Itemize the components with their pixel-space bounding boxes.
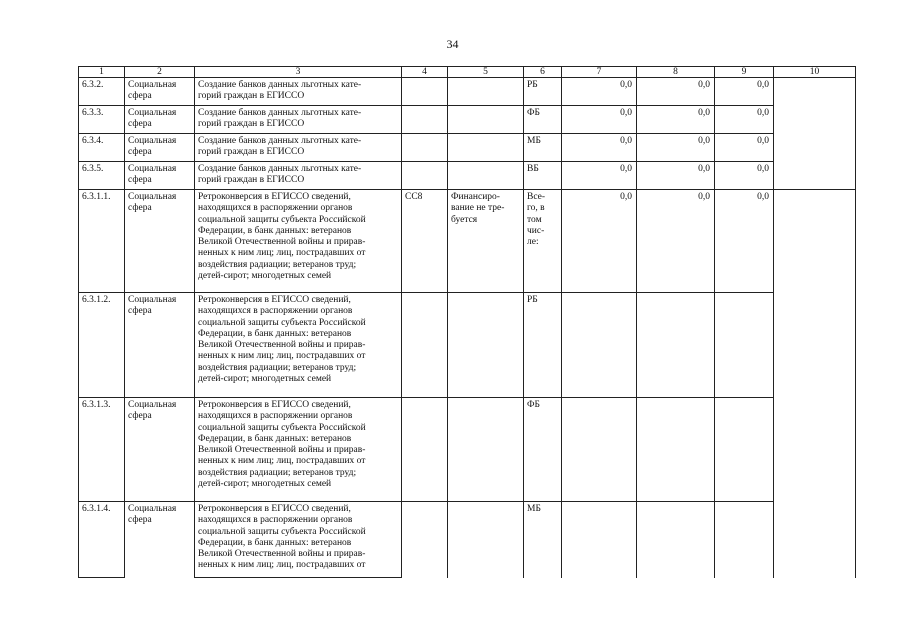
row-number: 6.3.1.3. <box>79 398 125 502</box>
code-cell <box>402 398 448 502</box>
header-row <box>79 67 856 78</box>
description-cell: Ретроконверсия в ЕГИССО сведений, находящихся в распоряжении органов социальной защиты субъекта Российской Федерации, в банк данных: ветеранов Великой Отечественной войны и прирав- ненных к ним лиц; лиц, пострадавших от воздействия радиации; ветеранов труд; детей-сирот; многодетных семей <box>195 293 402 398</box>
value-col-8: 0,0 <box>637 190 715 293</box>
table-row <box>79 78 856 106</box>
financing-cell <box>448 134 524 162</box>
header-col-9: 9 <box>715 67 774 78</box>
header-col-8: 8 <box>637 67 715 78</box>
row-number: 6.3.3. <box>79 106 125 134</box>
table-row <box>79 502 856 578</box>
header-col-5: 5 <box>448 67 524 78</box>
code-cell <box>402 293 448 398</box>
financing-cell: Финансиро- вание не тре- буется <box>448 190 524 293</box>
table-row <box>79 106 856 134</box>
financing-cell <box>448 78 524 106</box>
code-cell: СС8 <box>402 190 448 293</box>
description-cell: Создание банков данных льготных кате- горий граждан в ЕГИССО <box>195 162 402 190</box>
financing-cell <box>448 293 524 398</box>
col-10-cell <box>774 190 856 578</box>
code-cell <box>402 106 448 134</box>
value-col-9: 0,0 <box>715 162 774 190</box>
description-cell: Создание банков данных льготных кате- горий граждан в ЕГИССО <box>195 106 402 134</box>
value-col-7: 0,0 <box>562 190 637 293</box>
budget-source-cell: РБ <box>524 78 562 106</box>
code-cell <box>402 134 448 162</box>
budget-source-cell: ВБ <box>524 162 562 190</box>
value-col-7 <box>562 398 637 502</box>
financing-cell <box>448 162 524 190</box>
value-col-9: 0,0 <box>715 106 774 134</box>
value-col-7: 0,0 <box>562 134 637 162</box>
value-col-8: 0,0 <box>637 134 715 162</box>
sector-cell: Социальная сфера <box>125 190 195 293</box>
value-col-9 <box>715 293 774 398</box>
document-table <box>78 66 856 578</box>
value-col-8 <box>637 293 715 398</box>
financing-cell <box>448 398 524 502</box>
budget-source-cell: МБ <box>524 502 562 578</box>
header-col-10: 10 <box>774 67 856 78</box>
sector-cell: Социальная сфера <box>125 134 195 162</box>
value-col-9: 0,0 <box>715 134 774 162</box>
header-col-7: 7 <box>562 67 637 78</box>
value-col-7: 0,0 <box>562 106 637 134</box>
sector-cell: Социальная сфера <box>125 78 195 106</box>
table-row <box>79 134 856 162</box>
header-col-1: 1 <box>79 67 125 78</box>
value-col-8 <box>637 398 715 502</box>
value-col-7: 0,0 <box>562 78 637 106</box>
budget-source-cell: Все- го, в том чис- ле: <box>524 190 562 293</box>
page-number: 34 <box>446 37 459 51</box>
value-col-9: 0,0 <box>715 190 774 293</box>
code-cell <box>402 502 448 578</box>
description-cell: Ретроконверсия в ЕГИССО сведений, находящихся в распоряжении органов социальной защиты субъекта Российской Федерации, в банк данных: ветеранов Великой Отечественной войны и прирав- ненных к ним лиц; лиц, пострадавших от воздействия радиации; ветеранов труд; детей-сирот; многодетных семей <box>195 398 402 502</box>
row-number: 6.3.1.1. <box>79 190 125 293</box>
table-row <box>79 162 856 190</box>
value-col-9 <box>715 502 774 578</box>
budget-source-cell: МБ <box>524 134 562 162</box>
row-number: 6.3.1.4. <box>79 502 125 578</box>
row-number: 6.3.4. <box>79 134 125 162</box>
sector-cell: Социальная сфера <box>125 398 195 502</box>
value-col-8: 0,0 <box>637 106 715 134</box>
row-number: 6.3.5. <box>79 162 125 190</box>
header-col-2: 2 <box>125 67 195 78</box>
row-number: 6.3.2. <box>79 78 125 106</box>
description-cell: Ретроконверсия в ЕГИССО сведений, находящихся в распоряжении органов социальной защиты субъекта Российской Федерации, в банк данных: ветеранов Великой Отечественной войны и прирав- ненных к ним лиц; лиц, пострадавших от <box>195 502 402 578</box>
header-col-3: 3 <box>195 67 402 78</box>
value-col-7 <box>562 502 637 578</box>
financing-cell <box>448 502 524 578</box>
sector-cell: Социальная сфера <box>125 106 195 134</box>
budget-source-cell: ФБ <box>524 398 562 502</box>
code-cell <box>402 162 448 190</box>
budget-source-cell: РБ <box>524 293 562 398</box>
description-cell: Создание банков данных льготных кате- горий граждан в ЕГИССО <box>195 134 402 162</box>
header-col-6: 6 <box>524 67 562 78</box>
table-row <box>79 293 856 398</box>
value-col-7: 0,0 <box>562 162 637 190</box>
row-number: 6.3.1.2. <box>79 293 125 398</box>
value-col-8 <box>637 502 715 578</box>
sector-cell: Социальная сфера <box>125 162 195 190</box>
description-cell: Создание банков данных льготных кате- горий граждан в ЕГИССО <box>195 78 402 106</box>
col-10-cell <box>774 78 856 190</box>
value-col-9: 0,0 <box>715 78 774 106</box>
sector-cell: Социальная сфера <box>125 502 195 578</box>
financing-cell <box>448 106 524 134</box>
description-cell: Ретроконверсия в ЕГИССО сведений, находящихся в распоряжении органов социальной защиты субъекта Российской Федерации, в банк данных: ветеранов Великой Отечественной войны и прирав- ненных к ним лиц; лиц, пострадавших от воздействия радиации; ветеранов труд; детей-сирот; многодетных семей <box>195 190 402 293</box>
header-col-4: 4 <box>402 67 448 78</box>
sector-cell: Социальная сфера <box>125 293 195 398</box>
value-col-8: 0,0 <box>637 78 715 106</box>
code-cell <box>402 78 448 106</box>
table-row <box>79 398 856 502</box>
value-col-9 <box>715 398 774 502</box>
table-row <box>79 190 856 293</box>
value-col-8: 0,0 <box>637 162 715 190</box>
budget-source-cell: ФБ <box>524 106 562 134</box>
value-col-7 <box>562 293 637 398</box>
